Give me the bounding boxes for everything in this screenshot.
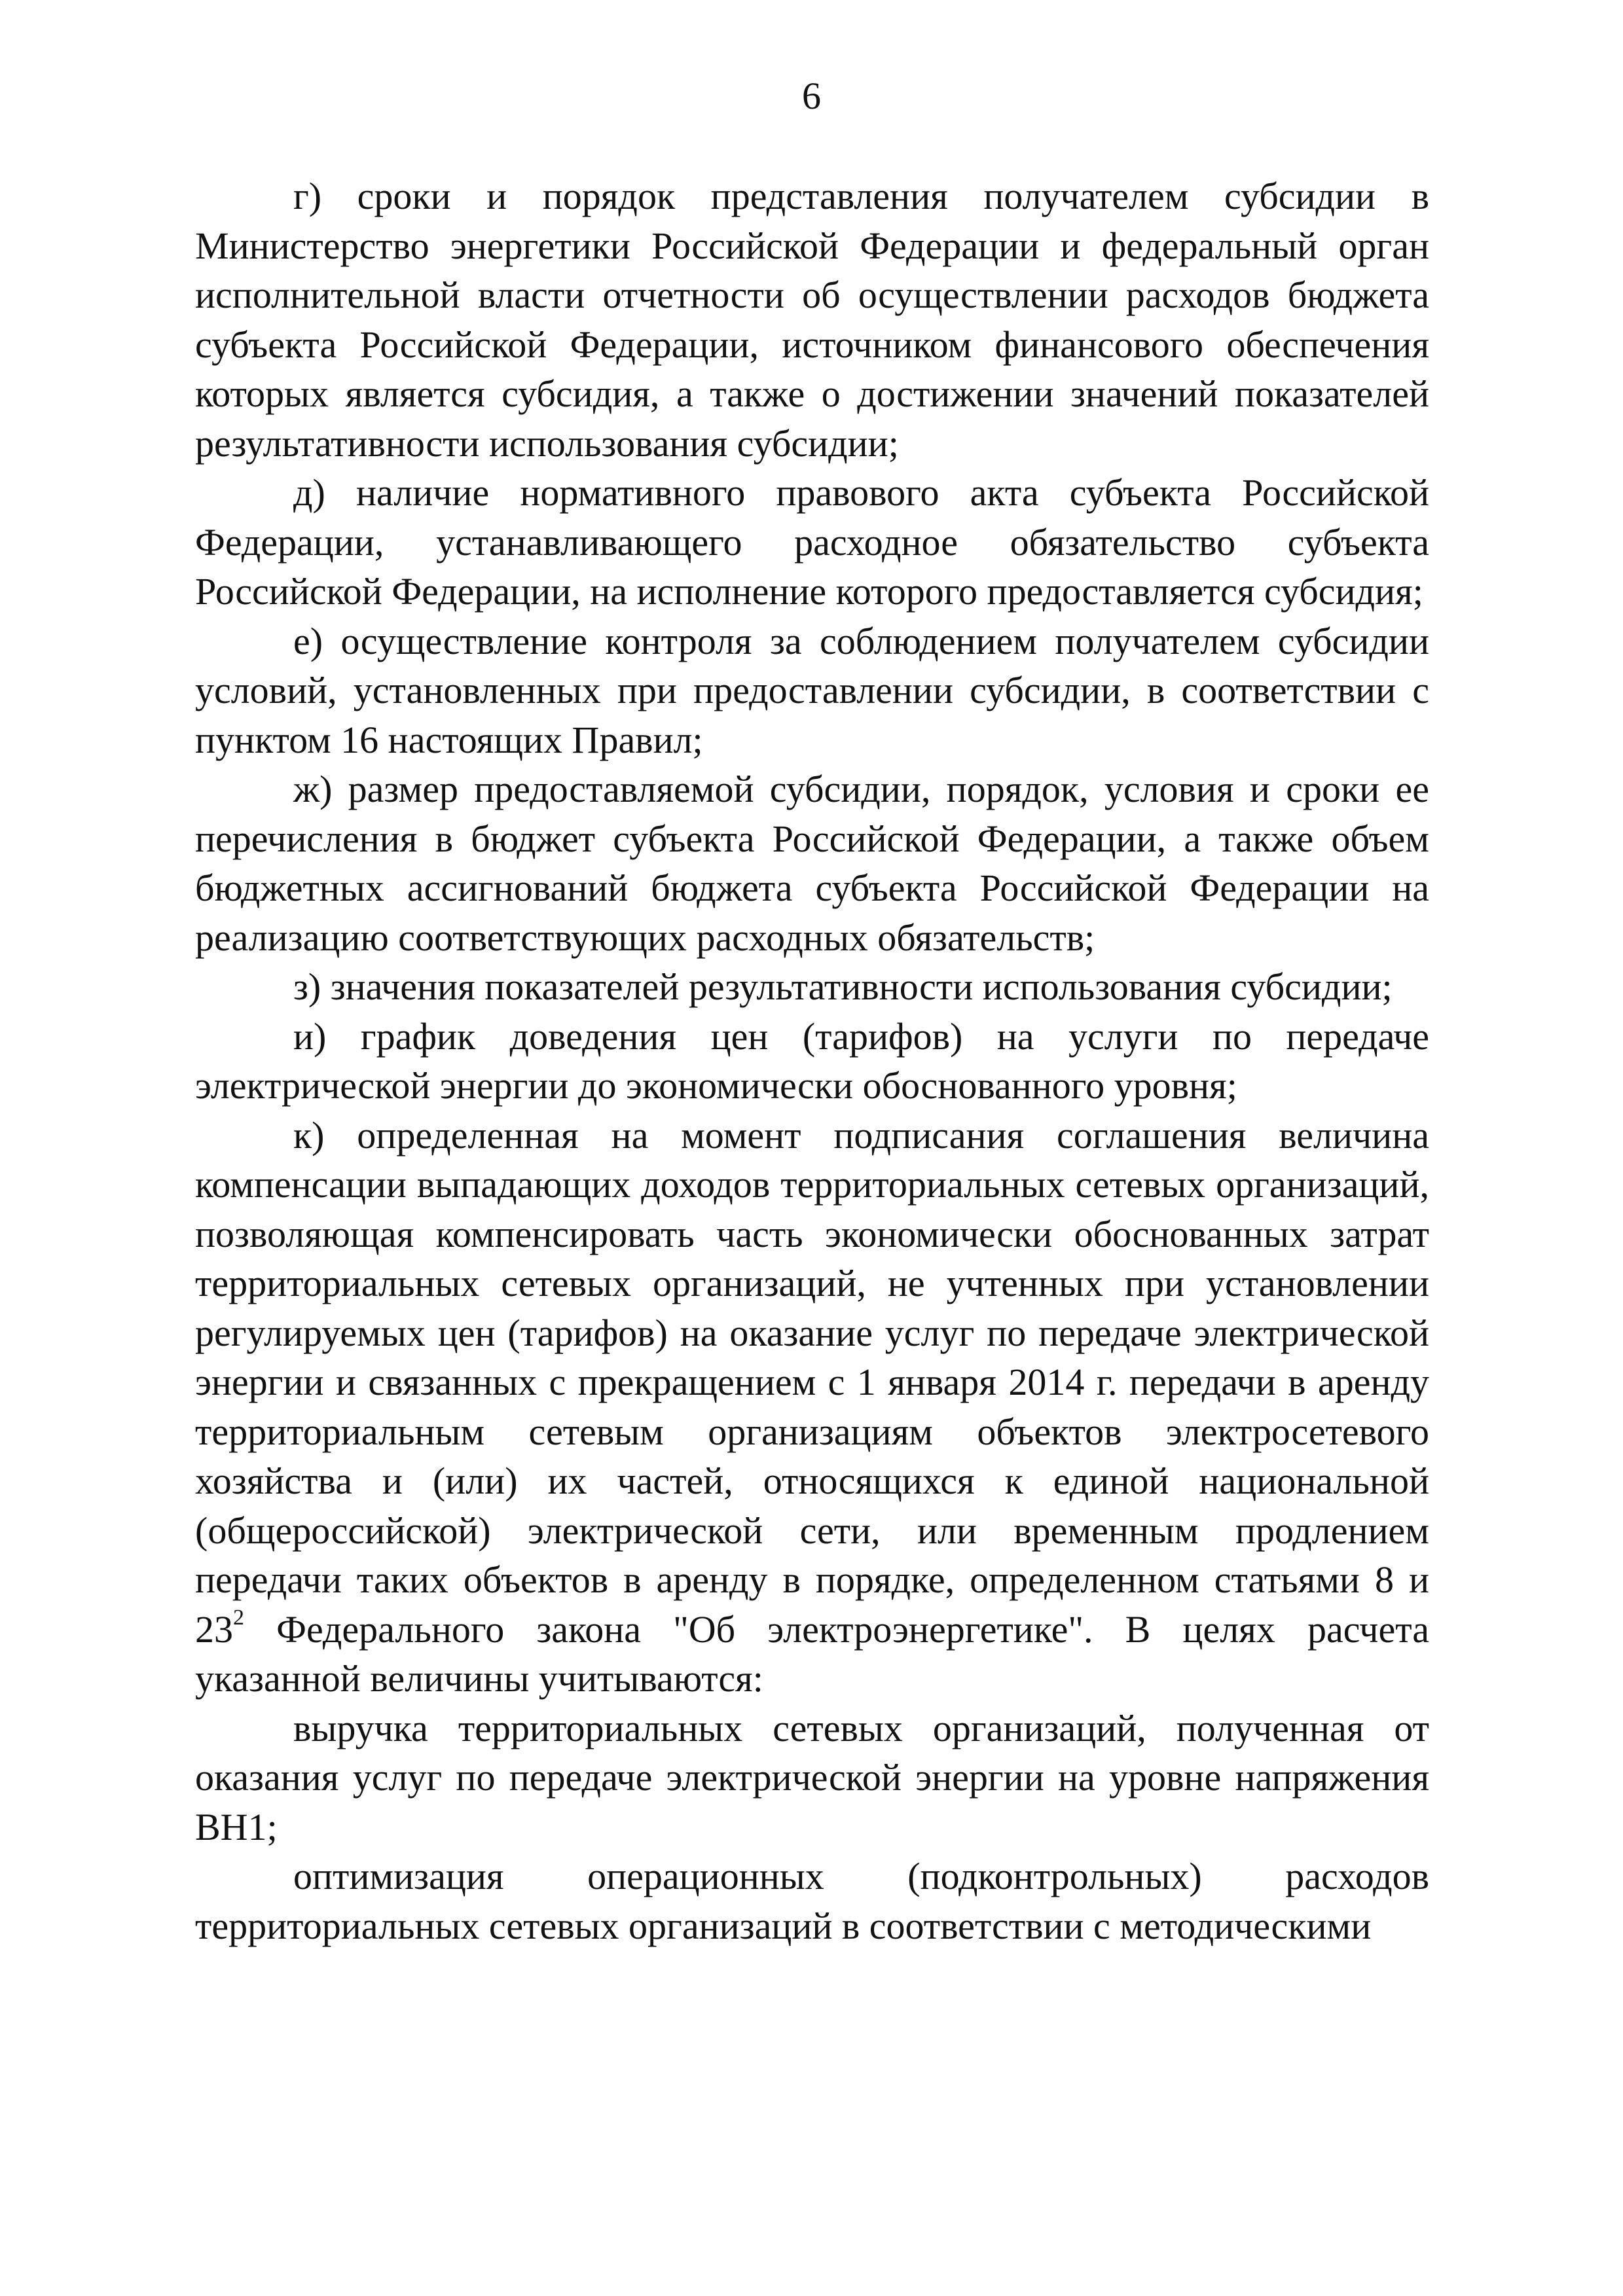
paragraph-k-text-after: Федерального закона "Об электроэнергетике". В целях расчета указанной величины учитываются:: [195, 1607, 1429, 1700]
page-number: 6: [802, 75, 821, 117]
paragraph-k-text-before: к) определенная на момент подписания соглашения величина компенсации выпадающих доходов территориальных сетевых организаций, позволяющая компенсировать часть экономически обоснованных затрат территориальных сетевых организаций, не учтенных при установлении регулируемых цен (тарифов) на оказание услуг по передаче электрической энергии и связанных с прекращением с 1 января 2014 г. передачи в аренду территориальным сетевым организациям объектов электросетевого хозяйства и (или) их частей, относящихся к единой национальной (общероссийской) электрической сети, или временным продлением передачи таких объектов в аренду в порядке, определенном статьями 8 и 23: [195, 1113, 1429, 1651]
paragraph-k: [195, 1111, 1429, 1704]
paragraph-zh: ж) размер предоставляемой субсидии, порядок, условия и сроки ее перечисления в бюджет субъекта Российской Федерации, а также объем бюджетных ассигнований бюджета субъекта Российской Федерации на реализацию соответствующих расходных обязательств;: [195, 768, 1429, 959]
paragraph-revenue: выручка территориальных сетевых организаций, полученная от оказания услуг по передаче электрической энергии на уровне напряжения ВН1;: [195, 1706, 1429, 1848]
paragraph-g: г) сроки и порядок представления получателем субсидии в Министерство энергетики Российской Федерации и федеральный орган исполнительной власти отчетности об осуществлении расходов бюджета субъекта Российской Федерации, источником финансового обеспечения которых является субсидия, а также о достижении значений показателей результативности использования субсидии;: [195, 175, 1429, 465]
paragraph-i: и) график доведения цен (тарифов) на услуги по передаче электрической энергии до экономически обоснованного уровня;: [195, 1014, 1429, 1107]
article-superscript: 2: [233, 1605, 244, 1630]
paragraph-optimization: оптимизация операционных (подконтрольных) расходов территориальных сетевых организаций в соответствии с методическими: [195, 1855, 1429, 1947]
paragraph-z: з) значения показателей результативности использования субсидии;: [293, 965, 1393, 1008]
document-body: [195, 171, 1429, 1950]
paragraph-e: е) осуществление контроля за соблюдением получателем субсидии условий, установленных при предоставлении субсидии, в соответствии с пунктом 16 настоящих Правил;: [195, 619, 1429, 761]
paragraph-d: д) наличие нормативного правового акта субъекта Российской Федерации, устанавливающего расходное обязательство субъекта Российской Федерации, на исполнение которого предоставляется субсидия;: [195, 471, 1429, 613]
